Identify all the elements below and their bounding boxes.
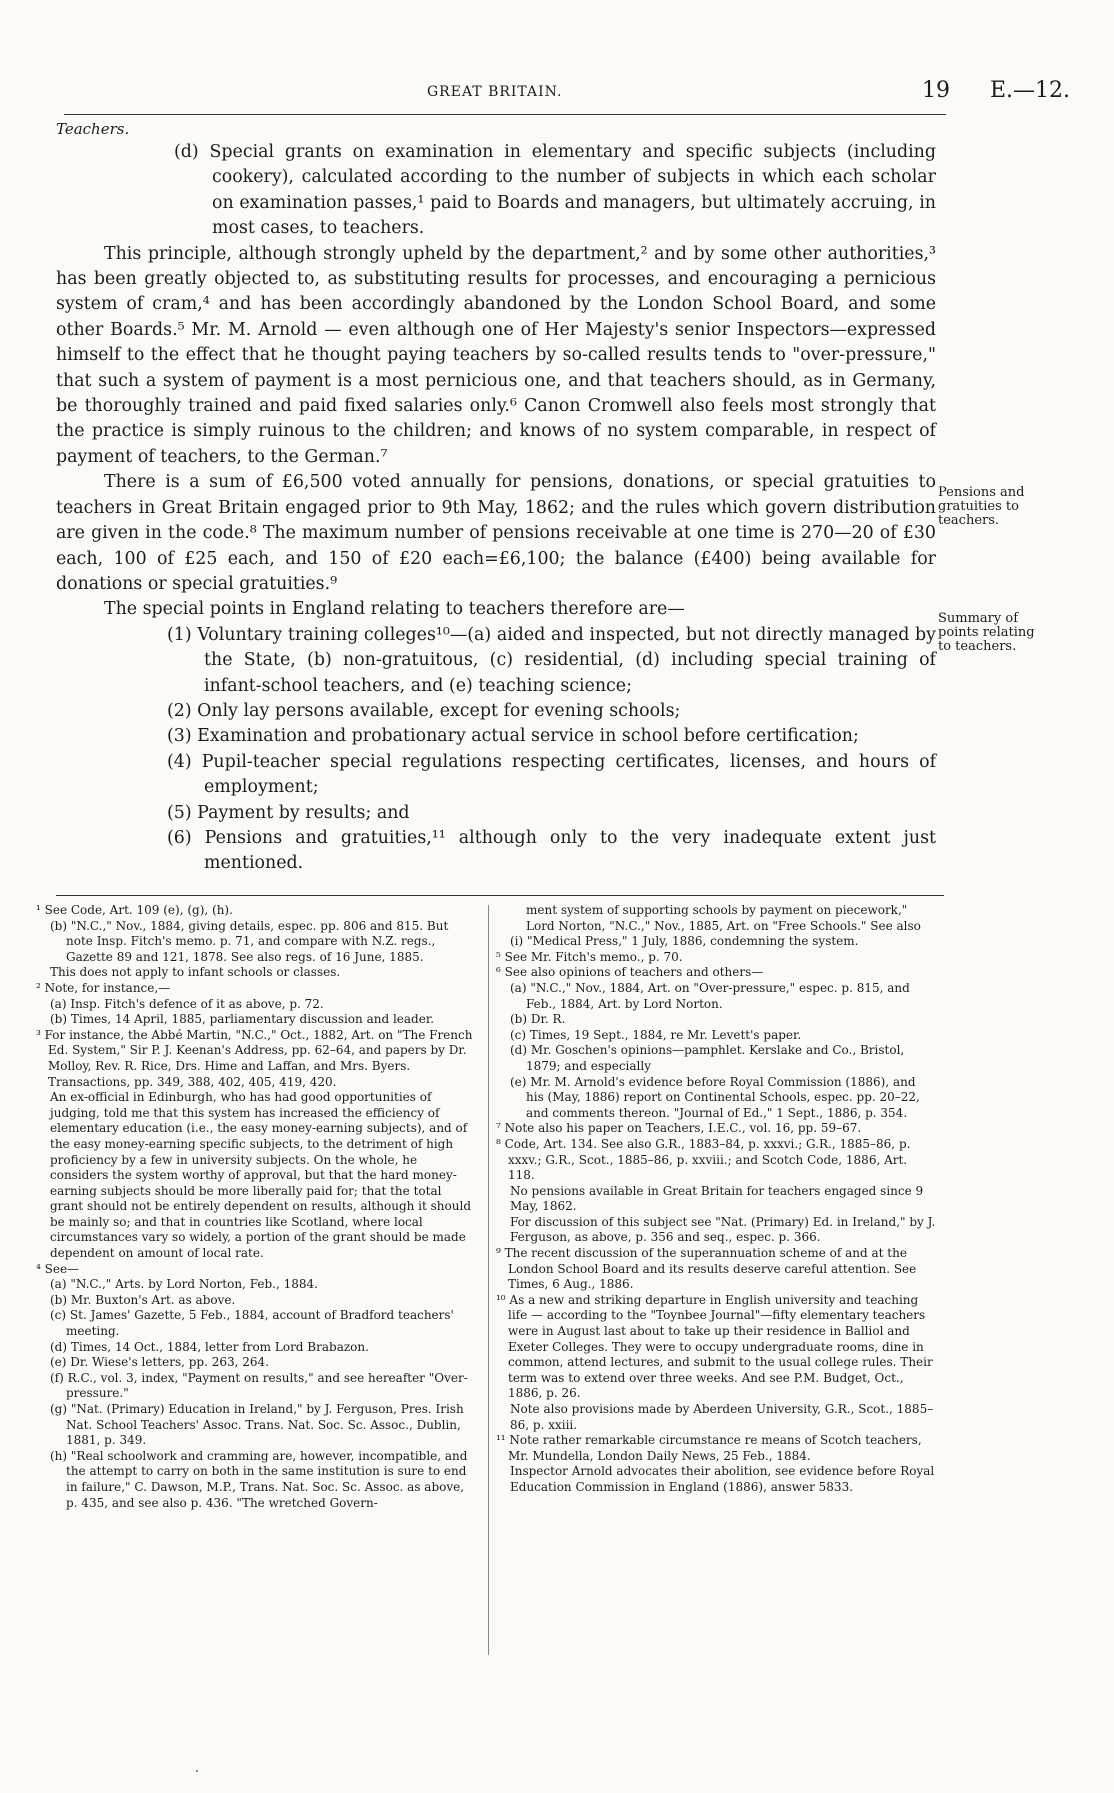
print-speck — [196, 1770, 198, 1772]
footnote-6a: (a) "N.C.," Nov., 1884, Art. on "Over-pressure," espec. p. 815, and Feb., 1884, Art. by Lord Norton. — [510, 980, 910, 1011]
footnote-1: ¹ See Code, Art. 109 (e), (g), (h). — [36, 903, 233, 917]
sidenote-summary: Summary of points relating to teachers. — [938, 611, 1035, 654]
footnote-6c: (c) Times, 19 Sept., 1884, re Mr. Levett's paper. — [510, 1027, 802, 1042]
point-2: (2) Only lay persons available, except for evening schools; — [167, 700, 681, 721]
paragraph-pensions: There is a sum of £6,500 voted annually for pensions, donations, or special gratuities to teachers in Great Britain engaged prior to 9th May, 1862; and the rules which govern distribution are given in the code.⁸ The maximum number of pensions receivable at one time is 270—20 of £30 each, 100 of £25 each, and 150 of £20 each=£6,100; the balance (£400) being available for donations or special gratuities.⁹ — [56, 472, 936, 594]
document-code: E.—12. — [990, 78, 1071, 103]
footnote-11-note: Inspector Arnold advocates their abolition, see evidence before Royal Education Commission in England (1886), answer 5833. — [510, 1464, 935, 1494]
footnote-2: ² Note, for instance,— — [36, 980, 171, 995]
footnote-2b: (b) Times, 14 April, 1885, parliamentary discussion and leader. — [50, 1012, 435, 1027]
point-1: (1) Voluntary training colleges¹⁰—(a) aided and inspected, but not directly managed by the State, (b) non-gratuitous, (c) residential, (d) including special training of infant-school teachers, and (e) teaching science; — [167, 624, 936, 696]
paragraph-special-points: The special points in England relating to teachers therefore are— — [104, 599, 685, 620]
footnote-rule — [56, 895, 944, 896]
footnote-4b: (b) Mr. Buxton's Art. as above. — [50, 1292, 236, 1307]
footnote-4: ⁴ See— — [36, 1261, 80, 1276]
paragraph-d: (d) Special grants on examination in elementary and specific subjects (including cookery), calculated according to the number of subjects in which each scholar on examination passes,¹ paid to Boards and managers, but ultimately accruing, in most cases, to teachers. — [174, 142, 936, 239]
footnote-4d: (d) Times, 14 Oct., 1884, letter from Lord Brabazon. — [50, 1339, 369, 1354]
page-number: 19 — [922, 78, 950, 103]
footnote-8-note-2: For discussion of this subject see "Nat. (Primary) Ed. in Ireland," by J. Ferguson, as above, p. 356 and seq., espec. p. 366. — [510, 1214, 936, 1245]
footnote-11: ¹¹ Note rather remarkable circumstance re means of Scotch teachers, Mr. Mundella, London Daily News, 25 Feb., 1884. — [496, 1433, 922, 1463]
footnote-4f: (f) R.C., vol. 3, index, "Payment on results," and see hereafter "Over-pressure." — [50, 1370, 468, 1401]
footnote-8: ⁸ Code, Art. 134. See also G.R., 1883–84, p. xxxvi.; G.R., 1885–86, p. xxxv.; G.R., Scot., 1885–86, p. xxviii.; and Scotch Code, 1886, Art. 118. — [496, 1136, 911, 1183]
footnote-7: ⁷ Note also his paper on Teachers, I.E.C., vol. 16, pp. 59–67. — [496, 1121, 862, 1136]
point-3: (3) Examination and probationary actual service in school before certification; — [167, 726, 859, 747]
point-4: (4) Pupil-teacher special regulations respecting certificates, licenses, and hours of employment; — [167, 751, 936, 798]
running-header — [0, 78, 1114, 108]
footnote-3-note: An ex-official in Edinburgh, who has had good opportunities of judging, told me that this system has increased the efficiency of elementary education (i.e., the easy money-earning subjects), and of the easy money-earning specific subjects, to the detriment of high proficiency by a few in university subjects. On the whole, he considers the system worthy of approval, but that the hard money-earning subjects should be more liberally paid for; that the total grant should not be entirely dependent on results, although it should be mainly so; and that in countries like Scotland, where local circumstances vary so widely, a portion of the grant should be made dependent on amount of local rate. — [50, 1090, 471, 1261]
point-6: (6) Pensions and gratuities,¹¹ although only to the very inadequate extent just mentioned. — [167, 827, 936, 874]
footnote-4a: (a) "N.C.," Arts. by Lord Norton, Feb., 1884. — [50, 1277, 318, 1292]
footnote-6e: (e) Mr. M. Arnold's evidence before Royal Commission (1886), and his (May, 1886) report on Continental Schools, espec. pp. 20–22, and comments thereon. "Journal of Ed.," 1 Sept., 1886, p. 354. — [510, 1074, 920, 1120]
sidenote-pensions: Pensions and gratuities to teachers. — [938, 485, 1025, 528]
footnote-4i: (i) "Medical Press," 1 July, 1886, condemning the system. — [510, 934, 859, 949]
footnote-4g: (g) "Nat. (Primary) Education in Ireland," by J. Ferguson, Pres. Irish Nat. School Teachers' Assoc. Trans. Nat. Soc. Sc. Assoc., Dublin, 1881, p. 349. — [50, 1402, 464, 1448]
footnote-8-note-1: No pensions available in Great Britain for teachers engaged since 9 May, 1862. — [510, 1183, 924, 1214]
footnote-6d: (d) Mr. Goschen's opinions—pamphlet. Kerslake and Co., Bristol, 1879; and especially — [510, 1043, 905, 1073]
footnote-5: ⁵ See Mr. Fitch's memo., p. 70. — [496, 949, 683, 964]
header-rule — [64, 114, 946, 115]
paragraph-principle: This principle, although strongly upheld by the department,² and by some other authorities,³ has been greatly objected to, as substituting results for processes, and encouraging a pernicious system of cram,⁴ and has been accordingly abandoned by the London School Board, and some other Boards.⁵ Mr. M. Arnold — even although one of Her Majesty's senior Inspectors—expressed himself to the effect that he thought paying teachers by so-called results tends to "over-pressure," that such a system of payment is a most pernicious one, and that teachers should, as in Germany, be thoroughly trained and paid fixed salaries only.⁶ Canon Cromwell also feels most strongly that the practice is simply ruinous to the children; and knows of no system comparable, in respect of payment of teachers, to the German.⁷ — [56, 243, 936, 467]
footnote-4c: (c) St. James' Gazette, 5 Feb., 1884, account of Bradford teachers' meeting. — [50, 1308, 454, 1339]
footnotes-right — [496, 903, 936, 1496]
footnote-1-note: This does not apply to infant schools or classes. — [50, 965, 341, 980]
footnote-4h: (h) "Real schoolwork and cramming are, however, incompatible, and the attempt to carry on both in the same institution is sure to end in failure," C. Dawson, M.P., Trans. Nat. Soc. Sc. Assoc. as above, p. 435, and see also p. 436. "The wretched Govern- — [50, 1448, 468, 1510]
footnote-2a: (a) Insp. Fitch's defence of it as above, p. 72. — [50, 996, 324, 1011]
footnote-4e: (e) Dr. Wiese's letters, pp. 263, 264. — [50, 1355, 269, 1370]
running-title: GREAT BRITAIN. — [427, 84, 563, 100]
footnote-1b: (b) "N.C.," Nov., 1884, giving details, espec. pp. 806 and 815. But note Insp. Fitch's memo. p. 71, and compare with N.Z. regs., Gazette 89 and 121, 1878. See also regs. of 16 June, 1885. — [50, 918, 449, 964]
footnote-9: ⁹ The recent discussion of the superannuation scheme of and at the London School Board and its results deserve careful attention. See Times, 6 Aug., 1886. — [496, 1246, 917, 1292]
main-text — [56, 118, 936, 877]
footnotes-left — [36, 903, 476, 1511]
column-divider — [488, 905, 489, 1655]
footnote-4h-cont: ment system of supporting schools by payment on piecework," Lord Norton, "N.C.," Nov., 1885, Art. on "Free Schools." See also — [526, 903, 921, 933]
footnote-10: ¹⁰ As a new and striking departure in English university and teaching life — according to the "Toynbee Journal"—fifty elementary teachers were in August last about to take up their residence in Balliol and Exeter Colleges. They were to occupy undergraduate rooms, dine in common, attend lectures, and submit to the usual college rules. Their term was to extend over three weeks. And see P.M. Budget, Oct., 1886, p. 26. — [496, 1292, 933, 1401]
footnote-10-note: Note also provisions made by Aberdeen University, G.R., Scot., 1885–86, p. xxiii. — [510, 1402, 934, 1432]
footnote-3: ³ For instance, the Abbé Martin, "N.C.," Oct., 1882, Art. on "The French Ed. System," Sir P. J. Keenan's Address, pp. 62–64, and papers by Dr. Molloy, Rev. R. Rice, Drs. Hime and Laffan, and Mrs. Byers. Transactions, pp. 349, 388, 402, 405, 419, 420. — [36, 1027, 473, 1089]
section-heading: Teachers. — [56, 120, 130, 138]
footnote-6: ⁶ See also opinions of teachers and others— — [496, 965, 764, 980]
point-5: (5) Payment by results; and — [167, 802, 410, 823]
footnote-6b: (b) Dr. R. — [510, 1012, 566, 1027]
